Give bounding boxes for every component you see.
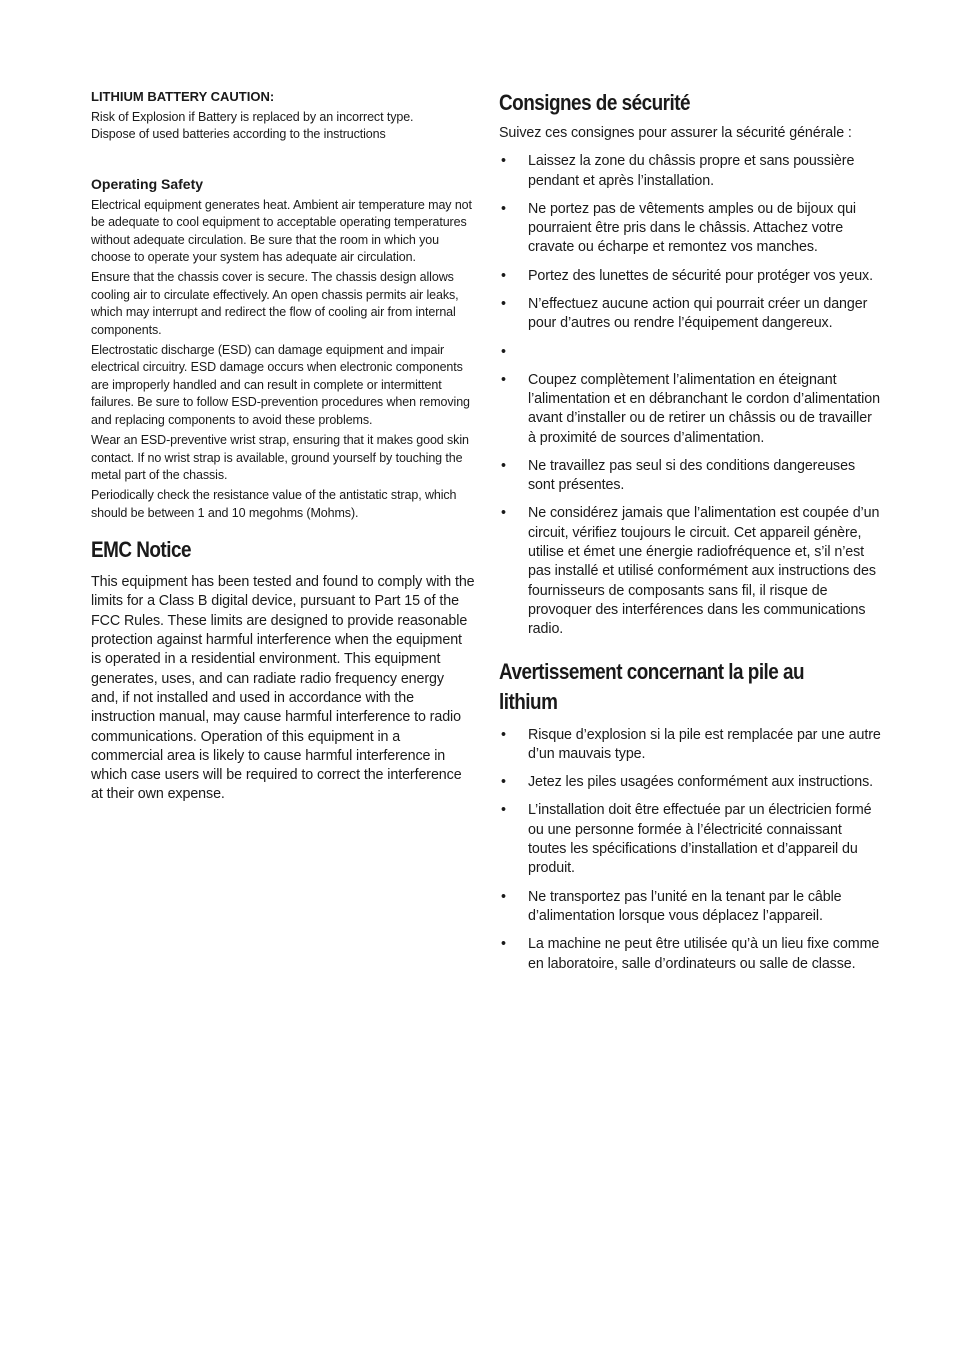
avertissement-heading: Avertissement concernant la pile au lithium: [499, 658, 805, 714]
lithium-caution-heading: LITHIUM BATTERY CAUTION:: [91, 89, 275, 104]
consignes-list: [499, 152, 883, 639]
bullet-icon: •: [501, 457, 506, 474]
operating-safety-paragraph: Periodically check the resistance value of the antistatic strap, which should be between 1 and 10 megohms (Mohms).: [91, 488, 457, 520]
bullet-icon: •: [501, 505, 506, 522]
bullet-icon: •: [501, 200, 506, 217]
consignes-heading: Consignes de sécurité: [499, 90, 691, 115]
right-column: [499, 88, 883, 983]
operating-safety-paragraph: Wear an ESD-preventive wrist strap, ensuring that it makes good skin contact. If no wrist strap is available, ground yourself by touching the metal part of the chassis.: [91, 433, 469, 482]
lithium-caution-line: Risk of Explosion if Battery is replaced by an incorrect type.: [91, 110, 414, 124]
emc-notice-body: This equipment has been tested and found to comply with the limits for a Class B digital device, pursuant to Part 15 of the FCC Rules. These limits are designed to provide reasonable protection against harmful interference when the equipment is operated in a residential environment. This equipment generates, uses, and can radiate radio frequency energy and, if not installed and used in accordance with the instruction manual, may cause harmful interference to radio communications. Operation of this equipment in a commercial area is likely to cause harmful interference in which case users will be required to correct the interference at their own expense.: [91, 574, 475, 803]
list-item: • Coupez complètement l’alimentation en éteignant l’alimentation et en débranchant le cordon d’alimentation avant d’installer ou de retirer un châssis ou de travailler à proximité de sources d’alimentation.: [501, 371, 880, 446]
operating-safety-heading: Operating Safety: [91, 175, 204, 192]
bullet-icon: •: [501, 267, 506, 284]
list-item: • Ne portez pas de vêtements amples ou de bijoux qui pourraient être pris dans le châssis. Attachez votre cravate ou écharpe et remontez vos manches.: [501, 200, 856, 256]
operating-safety-paragraph: Electrostatic discharge (ESD) can damage equipment and impair electrical circuitry. ESD damage occurs when electronic components are improperly handled and can result in complete or intermittent failures. Be sure to follow ESD-prevention procedures when removing and replacing components to avoid these problems.: [91, 343, 470, 427]
operating-safety-paragraph: Electrical equipment generates heat. Ambient air temperature may not be adequate to cool equipment to acceptable operating temperatures without adequate circulation. Be sure that the room in which you choose to operate your system has adequate air circulation.: [91, 197, 472, 265]
list-item: • Portez des lunettes de sécurité pour protéger vos yeux.: [499, 267, 883, 286]
list-item: • Jetez les piles usagées conformément aux instructions.: [499, 773, 883, 792]
lithium-caution-line: Dispose of used batteries according to the instructions: [91, 127, 386, 142]
bullet-icon: •: [501, 153, 506, 170]
bullet-icon: •: [501, 936, 506, 953]
list-item: • L’installation doit être effectuée par un électricien formé ou une personne formée à l’électricité connaissant toutes les spécifications d’installation et d’appareil du produit.: [501, 802, 872, 877]
bullet-icon: •: [501, 371, 506, 388]
left-column: [91, 88, 475, 805]
list-item: • Ne considérez jamais que l’alimentation est coupée d’un circuit, vérifiez toujours le circuit. Cet appareil génère, utilise et émet une énergie radiofréquence et, s’il n’est pas installé et utilisé conformément aux instructions des fournisseurs de composants sans fil, il risque de provoquer des interférences dans les communications radio.: [501, 505, 880, 638]
operating-safety-paragraph: Ensure that the chassis cover is secure. The chassis design allows cooling air to circulate effectively. An open chassis permits air leaks, which may interrupt and redirect the flow of cooling air from internal components.: [91, 270, 459, 337]
bullet-icon: •: [501, 888, 506, 905]
list-item: [499, 343, 883, 362]
list-item: • La machine ne peut être utilisée qu’à un lieu fixe comme en laboratoire, salle d’ordinateurs ou salle de classe.: [501, 936, 880, 972]
list-item: • Ne transportez pas l’unité en la tenant par le câble d’alimentation lorsque vous déplacez l’appareil.: [501, 888, 842, 924]
bullet-icon: •: [501, 343, 506, 360]
avertissement-list: [499, 726, 883, 974]
emc-notice-heading: EMC Notice: [91, 537, 191, 563]
list-item: • Laissez la zone du châssis propre et sans poussière pendant et après l’installation.: [501, 153, 855, 189]
list-item: • N’effectuez aucune action qui pourrait créer un danger pour d’autres ou rendre l’équipement dangereux.: [501, 296, 868, 332]
bullet-icon: •: [501, 726, 506, 743]
list-item: • Risque d’explosion si la pile est remplacée par une autre d’un mauvais type.: [501, 726, 881, 762]
bullet-icon: •: [501, 802, 506, 819]
list-item: • Ne travaillez pas seul si des conditions dangereuses sont présentes.: [501, 457, 855, 494]
bullet-icon: •: [501, 296, 506, 313]
bullet-icon: •: [501, 774, 506, 791]
consignes-intro: Suivez ces consignes pour assurer la sécurité générale :: [499, 125, 852, 141]
